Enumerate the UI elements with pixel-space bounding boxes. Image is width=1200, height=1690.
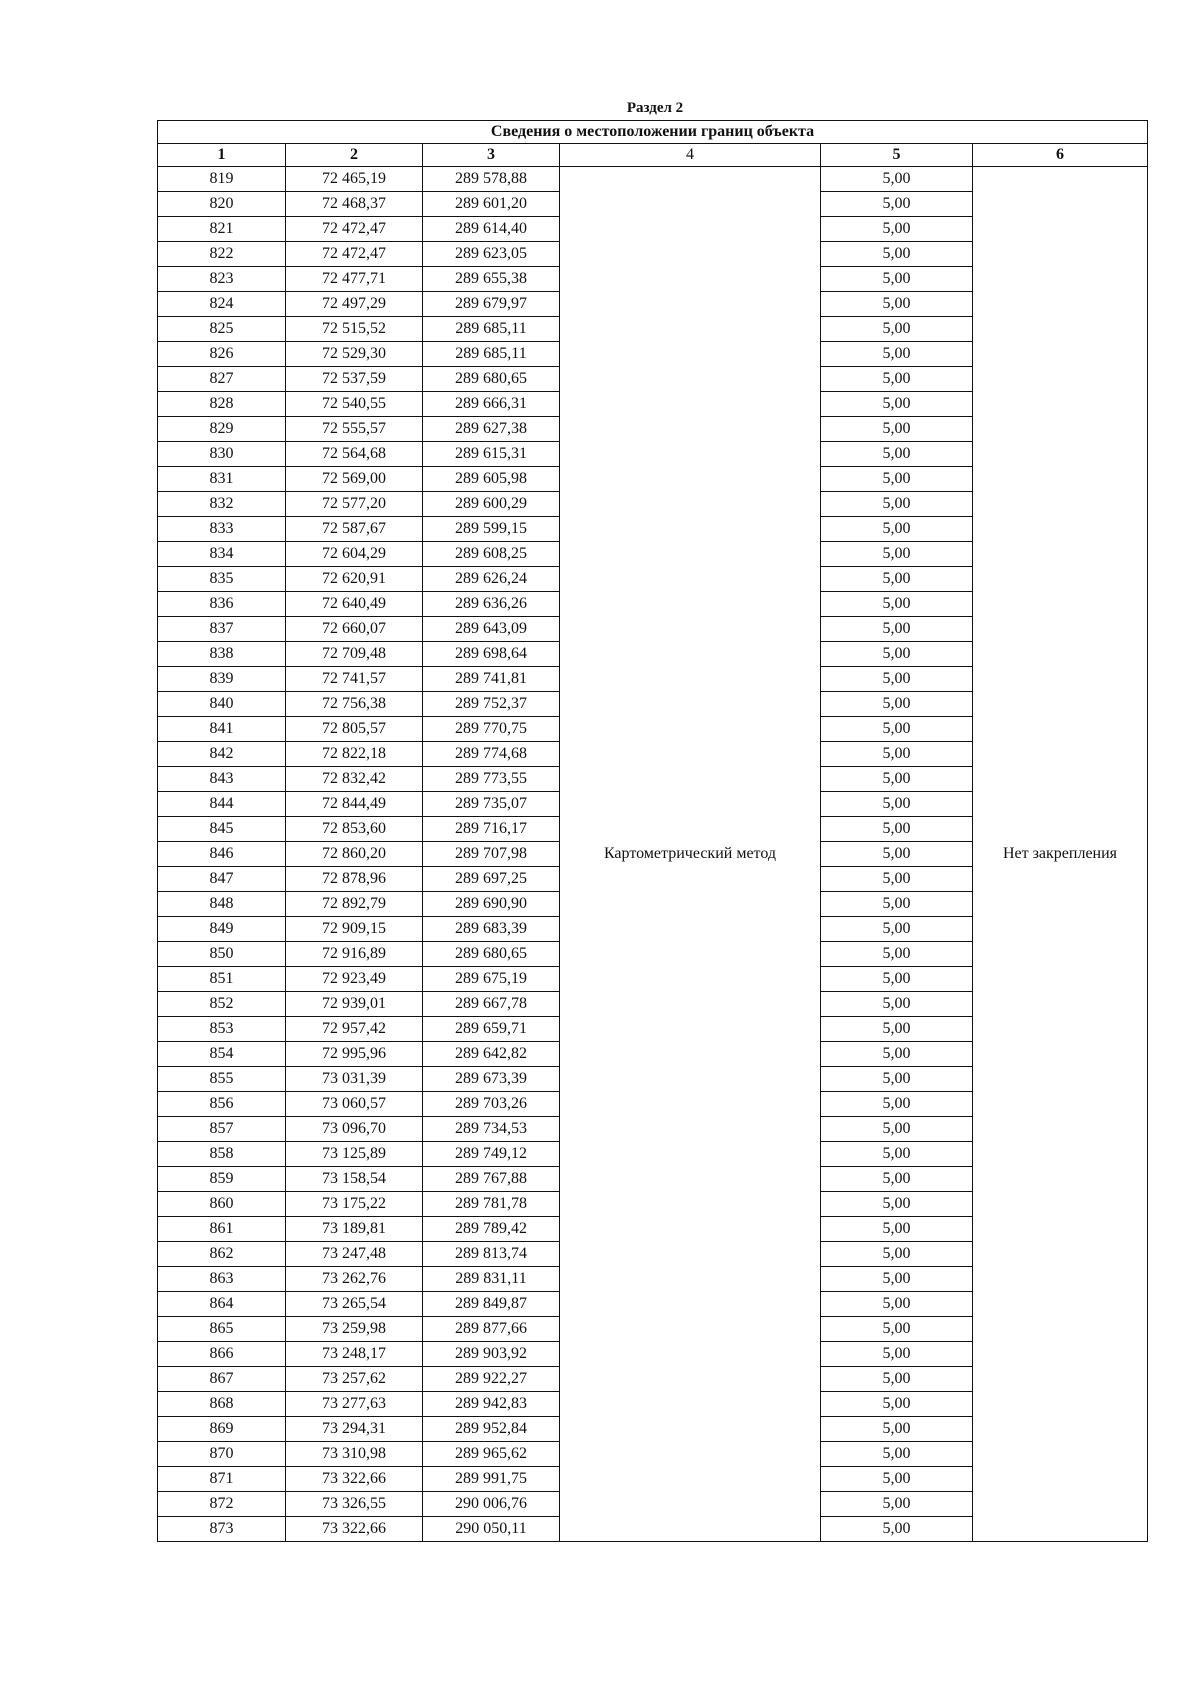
accuracy-cell: 5,00 (821, 717, 973, 742)
y-coordinate-cell: 289 685,11 (423, 317, 560, 342)
y-coordinate-cell: 289 615,31 (423, 442, 560, 467)
accuracy-cell: 5,00 (821, 392, 973, 417)
accuracy-cell: 5,00 (821, 1092, 973, 1117)
y-coordinate-cell: 289 626,24 (423, 567, 560, 592)
x-coordinate-cell: 73 326,55 (286, 1492, 423, 1517)
point-number-cell: 834 (158, 542, 286, 567)
accuracy-cell: 5,00 (821, 867, 973, 892)
accuracy-cell: 5,00 (821, 817, 973, 842)
x-coordinate-cell: 72 564,68 (286, 442, 423, 467)
x-coordinate-cell: 72 860,20 (286, 842, 423, 867)
point-number-cell: 848 (158, 892, 286, 917)
point-number-cell: 861 (158, 1217, 286, 1242)
accuracy-cell: 5,00 (821, 217, 973, 242)
y-coordinate-cell: 289 877,66 (423, 1317, 560, 1342)
point-number-cell: 844 (158, 792, 286, 817)
accuracy-cell: 5,00 (821, 542, 973, 567)
x-coordinate-cell: 72 472,47 (286, 217, 423, 242)
point-number-cell: 863 (158, 1267, 286, 1292)
accuracy-cell: 5,00 (821, 1167, 973, 1192)
accuracy-cell: 5,00 (821, 1392, 973, 1417)
x-coordinate-cell: 73 096,70 (286, 1117, 423, 1142)
x-coordinate-cell: 72 957,42 (286, 1017, 423, 1042)
y-coordinate-cell: 289 636,26 (423, 592, 560, 617)
y-coordinate-cell: 289 752,37 (423, 692, 560, 717)
y-coordinate-cell: 289 770,75 (423, 717, 560, 742)
accuracy-cell: 5,00 (821, 967, 973, 992)
x-coordinate-cell: 72 620,91 (286, 567, 423, 592)
x-coordinate-cell: 72 555,57 (286, 417, 423, 442)
accuracy-cell: 5,00 (821, 1367, 973, 1392)
y-coordinate-cell: 289 690,90 (423, 892, 560, 917)
y-coordinate-cell: 289 703,26 (423, 1092, 560, 1117)
point-number-cell: 849 (158, 917, 286, 942)
y-coordinate-cell: 289 942,83 (423, 1392, 560, 1417)
point-number-cell: 855 (158, 1067, 286, 1092)
accuracy-cell: 5,00 (821, 492, 973, 517)
x-coordinate-cell: 72 465,19 (286, 167, 423, 192)
x-coordinate-cell: 72 844,49 (286, 792, 423, 817)
column-header-1: 1 (158, 144, 286, 167)
accuracy-cell: 5,00 (821, 742, 973, 767)
x-coordinate-cell: 72 515,52 (286, 317, 423, 342)
point-number-cell: 819 (158, 167, 286, 192)
x-coordinate-cell: 72 741,57 (286, 667, 423, 692)
y-coordinate-cell: 289 655,38 (423, 267, 560, 292)
point-number-cell: 846 (158, 842, 286, 867)
point-number-cell: 862 (158, 1242, 286, 1267)
accuracy-cell: 5,00 (821, 642, 973, 667)
x-coordinate-cell: 73 125,89 (286, 1142, 423, 1167)
y-coordinate-cell: 289 659,71 (423, 1017, 560, 1042)
x-coordinate-cell: 73 322,66 (286, 1467, 423, 1492)
table-row (158, 167, 1148, 192)
y-coordinate-cell: 289 601,20 (423, 192, 560, 217)
point-number-cell: 869 (158, 1417, 286, 1442)
point-number-cell: 873 (158, 1517, 286, 1542)
accuracy-cell: 5,00 (821, 1342, 973, 1367)
x-coordinate-cell: 73 259,98 (286, 1317, 423, 1342)
point-number-cell: 839 (158, 667, 286, 692)
accuracy-cell: 5,00 (821, 1042, 973, 1067)
point-number-cell: 821 (158, 217, 286, 242)
x-coordinate-cell: 73 189,81 (286, 1217, 423, 1242)
accuracy-cell: 5,00 (821, 1242, 973, 1267)
table-title: Сведения о местоположении границ объекта (158, 121, 1148, 144)
y-coordinate-cell: 289 749,12 (423, 1142, 560, 1167)
y-coordinate-cell: 289 673,39 (423, 1067, 560, 1092)
point-number-cell: 825 (158, 317, 286, 342)
accuracy-cell: 5,00 (821, 667, 973, 692)
y-coordinate-cell: 289 600,29 (423, 492, 560, 517)
accuracy-cell: 5,00 (821, 467, 973, 492)
accuracy-cell: 5,00 (821, 1217, 973, 1242)
y-coordinate-cell: 289 903,92 (423, 1342, 560, 1367)
x-coordinate-cell: 72 497,29 (286, 292, 423, 317)
x-coordinate-cell: 72 805,57 (286, 717, 423, 742)
accuracy-cell: 5,00 (821, 517, 973, 542)
point-number-cell: 837 (158, 617, 286, 642)
point-number-cell: 850 (158, 942, 286, 967)
accuracy-cell: 5,00 (821, 842, 973, 867)
y-coordinate-cell: 289 831,11 (423, 1267, 560, 1292)
point-number-cell: 820 (158, 192, 286, 217)
accuracy-cell: 5,00 (821, 1267, 973, 1292)
y-coordinate-cell: 289 774,68 (423, 742, 560, 767)
x-coordinate-cell: 72 537,59 (286, 367, 423, 392)
x-coordinate-cell: 72 909,15 (286, 917, 423, 942)
accuracy-cell: 5,00 (821, 992, 973, 1017)
y-coordinate-cell: 289 716,17 (423, 817, 560, 842)
y-coordinate-cell: 289 922,27 (423, 1367, 560, 1392)
x-coordinate-cell: 73 031,39 (286, 1067, 423, 1092)
y-coordinate-cell: 289 667,78 (423, 992, 560, 1017)
accuracy-cell: 5,00 (821, 1492, 973, 1517)
y-coordinate-cell: 289 781,78 (423, 1192, 560, 1217)
x-coordinate-cell: 73 060,57 (286, 1092, 423, 1117)
point-number-cell: 868 (158, 1392, 286, 1417)
accuracy-cell: 5,00 (821, 1117, 973, 1142)
y-coordinate-cell: 290 006,76 (423, 1492, 560, 1517)
x-coordinate-cell: 72 468,37 (286, 192, 423, 217)
point-number-cell: 864 (158, 1292, 286, 1317)
y-coordinate-cell: 289 679,97 (423, 292, 560, 317)
y-coordinate-cell: 289 965,62 (423, 1442, 560, 1467)
x-coordinate-cell: 72 756,38 (286, 692, 423, 717)
x-coordinate-cell: 73 158,54 (286, 1167, 423, 1192)
x-coordinate-cell: 72 529,30 (286, 342, 423, 367)
column-header-6: 6 (973, 144, 1148, 167)
point-number-cell: 841 (158, 717, 286, 742)
accuracy-cell: 5,00 (821, 567, 973, 592)
point-number-cell: 842 (158, 742, 286, 767)
method-cell: Картометрический метод (560, 167, 821, 1542)
y-coordinate-cell: 289 741,81 (423, 667, 560, 692)
point-number-cell: 838 (158, 642, 286, 667)
point-number-cell: 823 (158, 267, 286, 292)
y-coordinate-cell: 289 952,84 (423, 1417, 560, 1442)
accuracy-cell: 5,00 (821, 617, 973, 642)
y-coordinate-cell: 289 683,39 (423, 917, 560, 942)
x-coordinate-cell: 72 939,01 (286, 992, 423, 1017)
accuracy-cell: 5,00 (821, 592, 973, 617)
y-coordinate-cell: 289 675,19 (423, 967, 560, 992)
point-number-cell: 836 (158, 592, 286, 617)
x-coordinate-cell: 72 916,89 (286, 942, 423, 967)
y-coordinate-cell: 289 773,55 (423, 767, 560, 792)
accuracy-cell: 5,00 (821, 192, 973, 217)
point-number-cell: 828 (158, 392, 286, 417)
y-coordinate-cell: 289 642,82 (423, 1042, 560, 1067)
y-coordinate-cell: 289 707,98 (423, 842, 560, 867)
point-number-cell: 830 (158, 442, 286, 467)
accuracy-cell: 5,00 (821, 792, 973, 817)
x-coordinate-cell: 72 709,48 (286, 642, 423, 667)
accuracy-cell: 5,00 (821, 1067, 973, 1092)
column-header-2: 2 (286, 144, 423, 167)
x-coordinate-cell: 73 277,63 (286, 1392, 423, 1417)
accuracy-cell: 5,00 (821, 1517, 973, 1542)
accuracy-cell: 5,00 (821, 1317, 973, 1342)
point-number-cell: 870 (158, 1442, 286, 1467)
point-number-cell: 852 (158, 992, 286, 1017)
x-coordinate-cell: 72 822,18 (286, 742, 423, 767)
x-coordinate-cell: 73 247,48 (286, 1242, 423, 1267)
y-coordinate-cell: 289 680,65 (423, 942, 560, 967)
section-title: Раздел 2 (626, 100, 684, 116)
point-number-cell: 832 (158, 492, 286, 517)
x-coordinate-cell: 73 248,17 (286, 1342, 423, 1367)
point-number-cell: 866 (158, 1342, 286, 1367)
accuracy-cell: 5,00 (821, 1467, 973, 1492)
accuracy-cell: 5,00 (821, 1417, 973, 1442)
accuracy-cell: 5,00 (821, 1192, 973, 1217)
y-coordinate-cell: 289 767,88 (423, 1167, 560, 1192)
point-number-cell: 826 (158, 342, 286, 367)
accuracy-cell: 5,00 (821, 1292, 973, 1317)
x-coordinate-cell: 72 923,49 (286, 967, 423, 992)
y-coordinate-cell: 289 735,07 (423, 792, 560, 817)
y-coordinate-cell: 289 605,98 (423, 467, 560, 492)
x-coordinate-cell: 73 322,66 (286, 1517, 423, 1542)
point-number-cell: 831 (158, 467, 286, 492)
y-coordinate-cell: 289 734,53 (423, 1117, 560, 1142)
accuracy-cell: 5,00 (821, 342, 973, 367)
y-coordinate-cell: 289 697,25 (423, 867, 560, 892)
column-header-4: 4 (560, 144, 821, 167)
y-coordinate-cell: 289 698,64 (423, 642, 560, 667)
y-coordinate-cell: 289 666,31 (423, 392, 560, 417)
y-coordinate-cell: 289 578,88 (423, 167, 560, 192)
point-number-cell: 829 (158, 417, 286, 442)
y-coordinate-cell: 289 608,25 (423, 542, 560, 567)
point-number-cell: 847 (158, 867, 286, 892)
x-coordinate-cell: 72 832,42 (286, 767, 423, 792)
point-number-cell: 857 (158, 1117, 286, 1142)
point-number-cell: 865 (158, 1317, 286, 1342)
point-number-cell: 856 (158, 1092, 286, 1117)
x-coordinate-cell: 73 257,62 (286, 1367, 423, 1392)
y-coordinate-cell: 289 685,11 (423, 342, 560, 367)
accuracy-cell: 5,00 (821, 167, 973, 192)
y-coordinate-cell: 290 050,11 (423, 1517, 560, 1542)
accuracy-cell: 5,00 (821, 1142, 973, 1167)
accuracy-cell: 5,00 (821, 1442, 973, 1467)
y-coordinate-cell: 289 599,15 (423, 517, 560, 542)
y-coordinate-cell: 289 614,40 (423, 217, 560, 242)
column-header-3: 3 (423, 144, 560, 167)
accuracy-cell: 5,00 (821, 892, 973, 917)
point-number-cell: 833 (158, 517, 286, 542)
y-coordinate-cell: 289 643,09 (423, 617, 560, 642)
point-number-cell: 843 (158, 767, 286, 792)
x-coordinate-cell: 72 604,29 (286, 542, 423, 567)
y-coordinate-cell: 289 991,75 (423, 1467, 560, 1492)
y-coordinate-cell: 289 623,05 (423, 242, 560, 267)
accuracy-cell: 5,00 (821, 942, 973, 967)
accuracy-cell: 5,00 (821, 692, 973, 717)
x-coordinate-cell: 72 472,47 (286, 242, 423, 267)
x-coordinate-cell: 72 878,96 (286, 867, 423, 892)
point-number-cell: 840 (158, 692, 286, 717)
accuracy-cell: 5,00 (821, 417, 973, 442)
accuracy-cell: 5,00 (821, 442, 973, 467)
point-number-cell: 858 (158, 1142, 286, 1167)
accuracy-cell: 5,00 (821, 267, 973, 292)
x-coordinate-cell: 72 995,96 (286, 1042, 423, 1067)
point-number-cell: 859 (158, 1167, 286, 1192)
y-coordinate-cell: 289 627,38 (423, 417, 560, 442)
boundary-coordinates-table (157, 120, 1148, 1542)
accuracy-cell: 5,00 (821, 1017, 973, 1042)
x-coordinate-cell: 72 540,55 (286, 392, 423, 417)
x-coordinate-cell: 72 660,07 (286, 617, 423, 642)
y-coordinate-cell: 289 789,42 (423, 1217, 560, 1242)
x-coordinate-cell: 72 853,60 (286, 817, 423, 842)
accuracy-cell: 5,00 (821, 242, 973, 267)
x-coordinate-cell: 72 892,79 (286, 892, 423, 917)
point-number-cell: 867 (158, 1367, 286, 1392)
fixing-description-cell: Нет закрепления (973, 167, 1148, 1542)
x-coordinate-cell: 72 477,71 (286, 267, 423, 292)
point-number-cell: 835 (158, 567, 286, 592)
point-number-cell: 851 (158, 967, 286, 992)
x-coordinate-cell: 72 640,49 (286, 592, 423, 617)
point-number-cell: 872 (158, 1492, 286, 1517)
x-coordinate-cell: 73 294,31 (286, 1417, 423, 1442)
x-coordinate-cell: 72 577,20 (286, 492, 423, 517)
y-coordinate-cell: 289 813,74 (423, 1242, 560, 1267)
x-coordinate-cell: 73 310,98 (286, 1442, 423, 1467)
y-coordinate-cell: 289 680,65 (423, 367, 560, 392)
point-number-cell: 860 (158, 1192, 286, 1217)
point-number-cell: 824 (158, 292, 286, 317)
column-header-5: 5 (821, 144, 973, 167)
accuracy-cell: 5,00 (821, 767, 973, 792)
accuracy-cell: 5,00 (821, 917, 973, 942)
table-body (158, 167, 1148, 1542)
point-number-cell: 827 (158, 367, 286, 392)
point-number-cell: 853 (158, 1017, 286, 1042)
accuracy-cell: 5,00 (821, 317, 973, 342)
x-coordinate-cell: 72 587,67 (286, 517, 423, 542)
point-number-cell: 854 (158, 1042, 286, 1067)
x-coordinate-cell: 73 175,22 (286, 1192, 423, 1217)
y-coordinate-cell: 289 849,87 (423, 1292, 560, 1317)
point-number-cell: 845 (158, 817, 286, 842)
accuracy-cell: 5,00 (821, 367, 973, 392)
column-header-row (158, 144, 1148, 167)
point-number-cell: 822 (158, 242, 286, 267)
accuracy-cell: 5,00 (821, 292, 973, 317)
x-coordinate-cell: 73 265,54 (286, 1292, 423, 1317)
point-number-cell: 871 (158, 1467, 286, 1492)
x-coordinate-cell: 72 569,00 (286, 467, 423, 492)
x-coordinate-cell: 73 262,76 (286, 1267, 423, 1292)
